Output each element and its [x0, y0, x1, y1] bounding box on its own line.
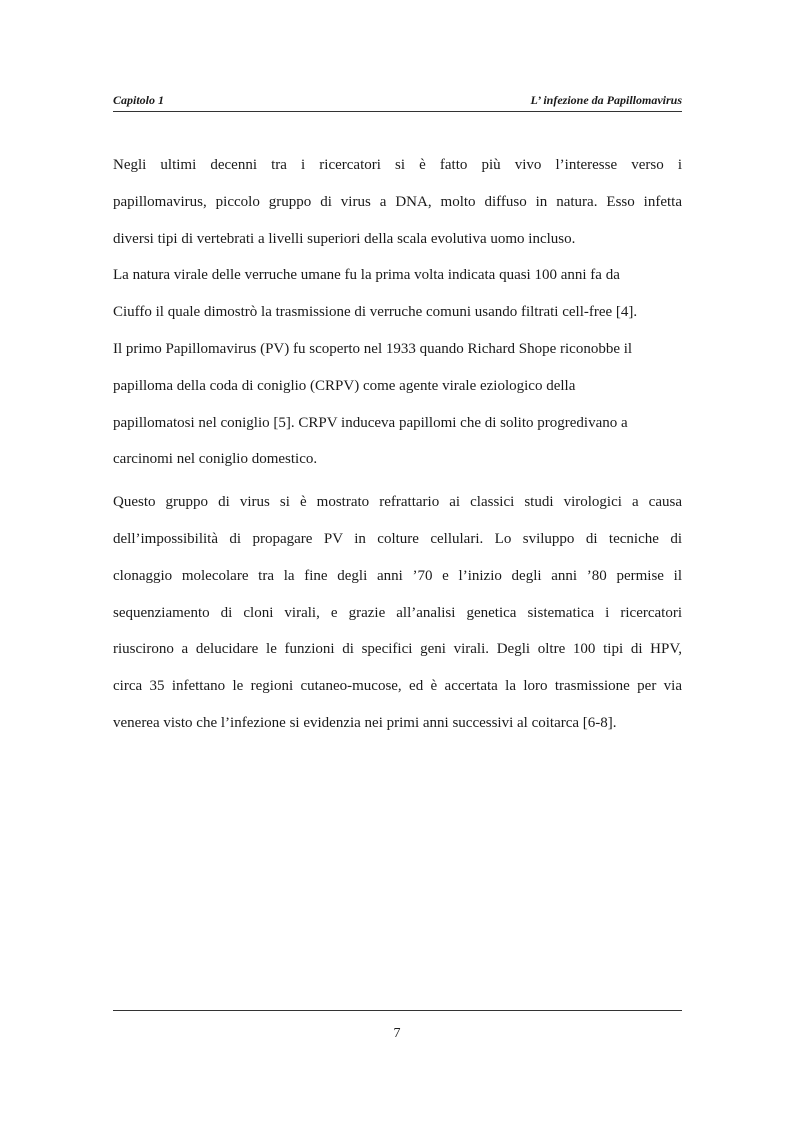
text-line: clonaggio molecolare tra la fine degli anni ’70 e l’inizio degli anni ’80 permise il: [113, 567, 682, 584]
text-line: papilloma della coda di coniglio (CRPV) come agente virale eziologico della: [113, 377, 576, 394]
paragraph-2: [113, 257, 682, 478]
text-line: riuscirono a delucidare le funzioni di specifici geni virali. Degli oltre 100 tipi di HPV,: [113, 641, 682, 658]
text-line: sequenziamento di cloni virali, e grazie all’analisi genetica sistematica i ricercatori: [113, 604, 682, 621]
footer-divider: [113, 1010, 682, 1011]
text-line: dell’impossibilità di propagare PV in colture cellulari. Lo sviluppo di tecniche di: [113, 530, 682, 547]
text-line: circa 35 infettano le regioni cutaneo-mucose, ed è accertata la loro trasmissione per via: [113, 678, 682, 695]
paragraph-3: [113, 484, 682, 742]
chapter-label: Capitolo 1: [113, 93, 165, 107]
text-line: Ciuffo il quale dimostrò la trasmissione di verruche comuni usando filtrati cell-free [4].: [113, 304, 638, 321]
body-text: [113, 147, 682, 742]
paragraph-1: [113, 147, 682, 257]
text-line: La natura virale delle verruche umane fu la prima volta indicata quasi 100 anni fa da: [113, 267, 620, 284]
text-line: papillomavirus, piccolo gruppo di virus a DNA, molto diffuso in natura. Esso infetta: [113, 193, 682, 210]
text-line: Questo gruppo di virus si è mostrato refrattario ai classici studi virologici a causa: [113, 494, 682, 511]
text-line: Il primo Papillomavirus (PV) fu scoperto nel 1933 quando Richard Shope riconobbe il: [113, 340, 633, 357]
text-line: Negli ultimi decenni tra i ricercatori si è fatto più vivo l’interesse verso i: [113, 157, 682, 173]
text-line: papillomatosi nel coniglio [5]. CRPV induceva papillomi che di solito progredivano a: [113, 414, 628, 431]
text-line: venerea visto che l’infezione si evidenzia nei primi anni successivi al coitarca [6-8].: [113, 714, 617, 731]
text-line: diversi tipi di vertebrati a livelli superiori della scala evolutiva uomo incluso.: [113, 230, 576, 247]
page-number: 7: [393, 1026, 401, 1041]
chapter-title: L’ infezione da Papillomavirus: [530, 93, 682, 107]
text-line: carcinomi nel coniglio domestico.: [113, 451, 318, 468]
running-header: [113, 93, 682, 112]
